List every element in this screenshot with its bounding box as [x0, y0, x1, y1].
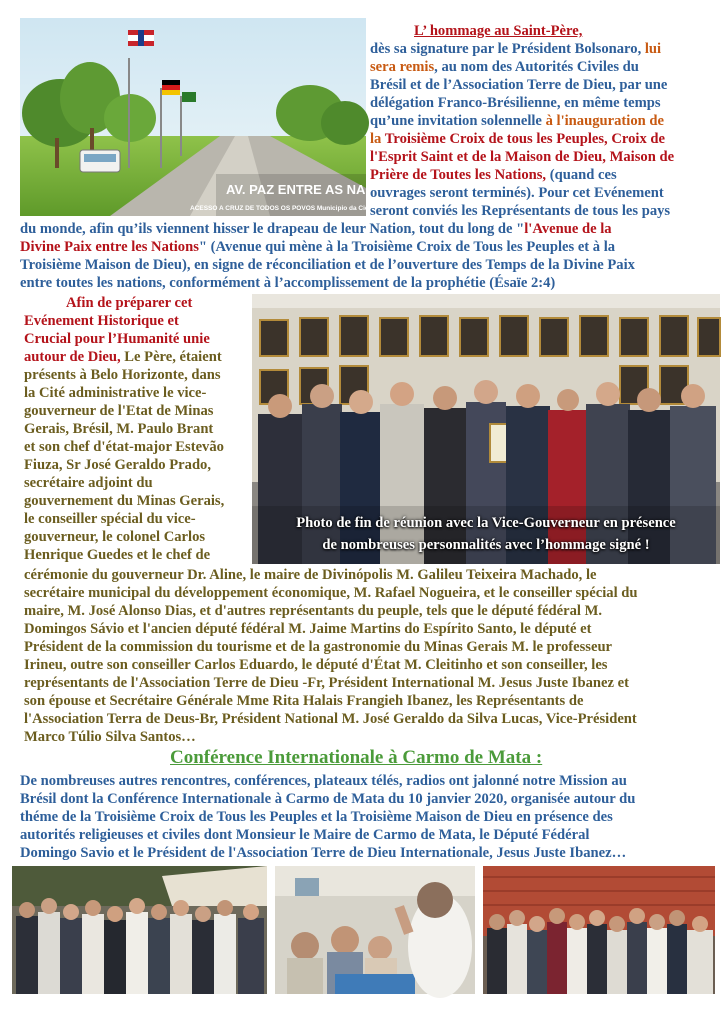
s2-line-8: Gerais, Brésil, M. Paulo Brant	[24, 421, 214, 437]
s1-line-8	[370, 166, 617, 184]
s1-line-1a: dès sa signature par le Président Bolsonaro,	[370, 41, 642, 57]
meeting-caption-line-1: Photo de fin de réunion avec la Vice-Gouverneur en présence	[296, 515, 676, 531]
s1-line-5b: à l'inauguration de	[545, 113, 664, 129]
s1-line-1b: lui	[644, 41, 662, 57]
s2-line-1: Afin de préparer cet	[66, 295, 193, 311]
s1-line-4: délégation Franco-Brésilienne, en même temps	[370, 95, 661, 111]
s2-line-17: secrétaire municipal du développement économique, M. Rafael Nogueira, et le conseiller spécial du	[24, 585, 638, 601]
s2-line-24: l'Association Terra de Deus-Br, Président National M. José Geraldo da Silva Lucas, Vice-Président	[24, 711, 637, 727]
s2-line-3: Crucial pour l’Humanité unie	[24, 331, 210, 347]
s2-line-10: Fiuza, Sr José Geraldo Prado,	[24, 457, 212, 473]
s1-line-11a: du monde, afin qu’ils viennent hisser le drapeau de leur Nation, tout du long de "	[20, 221, 525, 237]
s1-line-12b: " (Avenue qui mène à la Troisième Croix de Tous les Peuples et à la	[198, 239, 616, 255]
s3-line-1: De nombreuses autres rencontres, conférences, plateaux télés, radios ont jalonné notre Mission au	[20, 773, 627, 789]
speaker-illustration	[275, 866, 475, 994]
s1-line-5a: qu’une invitation solennelle	[370, 113, 542, 129]
group-outdoor-illustration	[12, 866, 267, 994]
s1-line-12	[20, 238, 615, 256]
s1-line-6a: la	[370, 131, 382, 147]
s2-line-25: Marco Túlio Silva Santos…	[24, 729, 196, 745]
s2-line-22: représentants de l'Association Terre de Dieu -Fr, Président International M. Jesus Juste Ibanez et	[24, 675, 629, 691]
s1-line-10: seront conviés les Représentants de tous les pays	[370, 203, 671, 219]
conference-group-photo	[12, 866, 267, 994]
hommage-heading: L’ hommage au Saint-Père,	[414, 23, 583, 39]
s3-line-3: théme de la Troisième Croix de Tous les Peuples et la Troisième Maison de Dieu en présence des	[20, 809, 613, 825]
s1-line-11b: l'Avenue de la	[524, 221, 612, 237]
s2-line-18: maire, M. José Alonso Dias, et d'autres représentants du peuple, tels que le député fédéral M.	[24, 603, 603, 619]
church-group-illustration	[483, 866, 715, 994]
street-sign-text: AV. PAZ ENTRE AS NAÇÕES	[226, 182, 403, 197]
s2-line-19: Domingos Sávio et l'ancien député fédéral M. Jaime Martins do Espírito Santo, le député et	[24, 621, 592, 637]
s1-line-6	[370, 130, 665, 148]
s2-line-6: la Cité administrative le vice-	[24, 385, 207, 401]
meeting-group-photo	[252, 294, 720, 564]
s1-line-11	[20, 220, 612, 238]
s1-line-8b: (quand ces	[549, 167, 617, 183]
s1-line-9: ouvrages seront terminés). Pour cet Evénement	[370, 185, 664, 201]
s1-line-12a: Divine Paix entre les Nations	[20, 239, 199, 255]
s3-line-4: autorités religieuses et civiles dont Monsieur le Maire de Carmo de Mata, le Député Fédéral	[20, 827, 590, 843]
s2-line-15: Henrique Guedes et le chef de	[24, 547, 211, 563]
s1-line-13: Troisième Maison de Dieu), en signe de réconciliation et de l’ouverture des Temps de la Divine Paix	[20, 257, 635, 273]
street-sub-sign-text: ACESSO A CRUZ DE TODOS OS POVOS Municipio da Cidade	[190, 205, 381, 212]
s2-line-2: Evénement Historique et	[24, 313, 179, 329]
s3-line-2: Brésil dont la Conférence Internationale à Carmo de Mata du 10 janvier 2020, organisée autour du	[20, 791, 636, 807]
s3-line-5: Domingo Savio et le Président de l'Association Terre de Dieu Internationale, Jesus Juste Ibanez…	[20, 845, 627, 861]
speaker-photo	[275, 866, 475, 994]
s2-line-4	[24, 348, 222, 366]
s2-line-4b: Le Père, étaient	[124, 349, 222, 365]
s1-line-14: entre toutes les nations, conformément à l’accomplissement de la prophétie (Ésaïe 2:4)	[20, 275, 556, 291]
s2-line-12: gouvernement du Minas Gerais,	[24, 493, 225, 509]
s1-line-5	[370, 112, 664, 130]
s1-line-7: l'Esprit Saint et de la Maison de Dieu, Maison de	[370, 149, 675, 165]
s2-line-9: et son chef d'état-major Estevão	[24, 439, 224, 455]
s1-line-3: Brésil et de l’Association Terre de Dieu, par une	[370, 77, 668, 93]
s2-line-14: gouverneur, le colonel Carlos	[24, 529, 206, 545]
s2-line-4a: autour de Dieu,	[24, 349, 121, 365]
s1-line-8a: Prière de Toutes les Nations,	[370, 167, 547, 183]
s1-line-1	[370, 40, 661, 58]
s1-line-2a: sera remis	[370, 59, 435, 75]
s1-line-2	[370, 58, 639, 76]
meeting-photo-caption	[252, 512, 720, 556]
s1-line-2b: , au nom des Autorités Civiles du	[434, 59, 639, 75]
s2-line-5: présents à Belo Horizonte, dans	[24, 367, 221, 383]
s2-line-16: cérémonie du gouverneur Dr. Aline, le maire de Divinópolis M. Galileu Teixeira Machado, le	[24, 567, 597, 583]
s2-line-11: secrétaire adjoint du	[24, 475, 153, 491]
s2-line-20: Président de la commission du tourisme et de la gastronomie du Minas Gerais M. le professeur	[24, 639, 613, 655]
church-group-photo	[483, 866, 715, 994]
s2-line-13: le conseiller spécial du vice-	[24, 511, 196, 527]
meeting-caption-line-2: de nombreuses personnalités avec l’hommage signé !	[322, 537, 650, 553]
s1-line-6b: Troisième Croix de tous les Peuples, Croix de	[384, 131, 665, 147]
s2-line-7: gouverneur de l'Etat de Minas	[24, 403, 214, 419]
conference-heading: Conférence Internationale à Carmo de Mata :	[170, 747, 543, 768]
s2-line-23: son épouse et Secrétaire Générale Mme Rita Halais Frangieh Ibanez, les Représentants de	[24, 693, 584, 709]
s2-line-21: Irineu, outre son conseiller Carlos Eduardo, le député d'État M. Cleitinho et son conseiller, les	[24, 657, 608, 673]
